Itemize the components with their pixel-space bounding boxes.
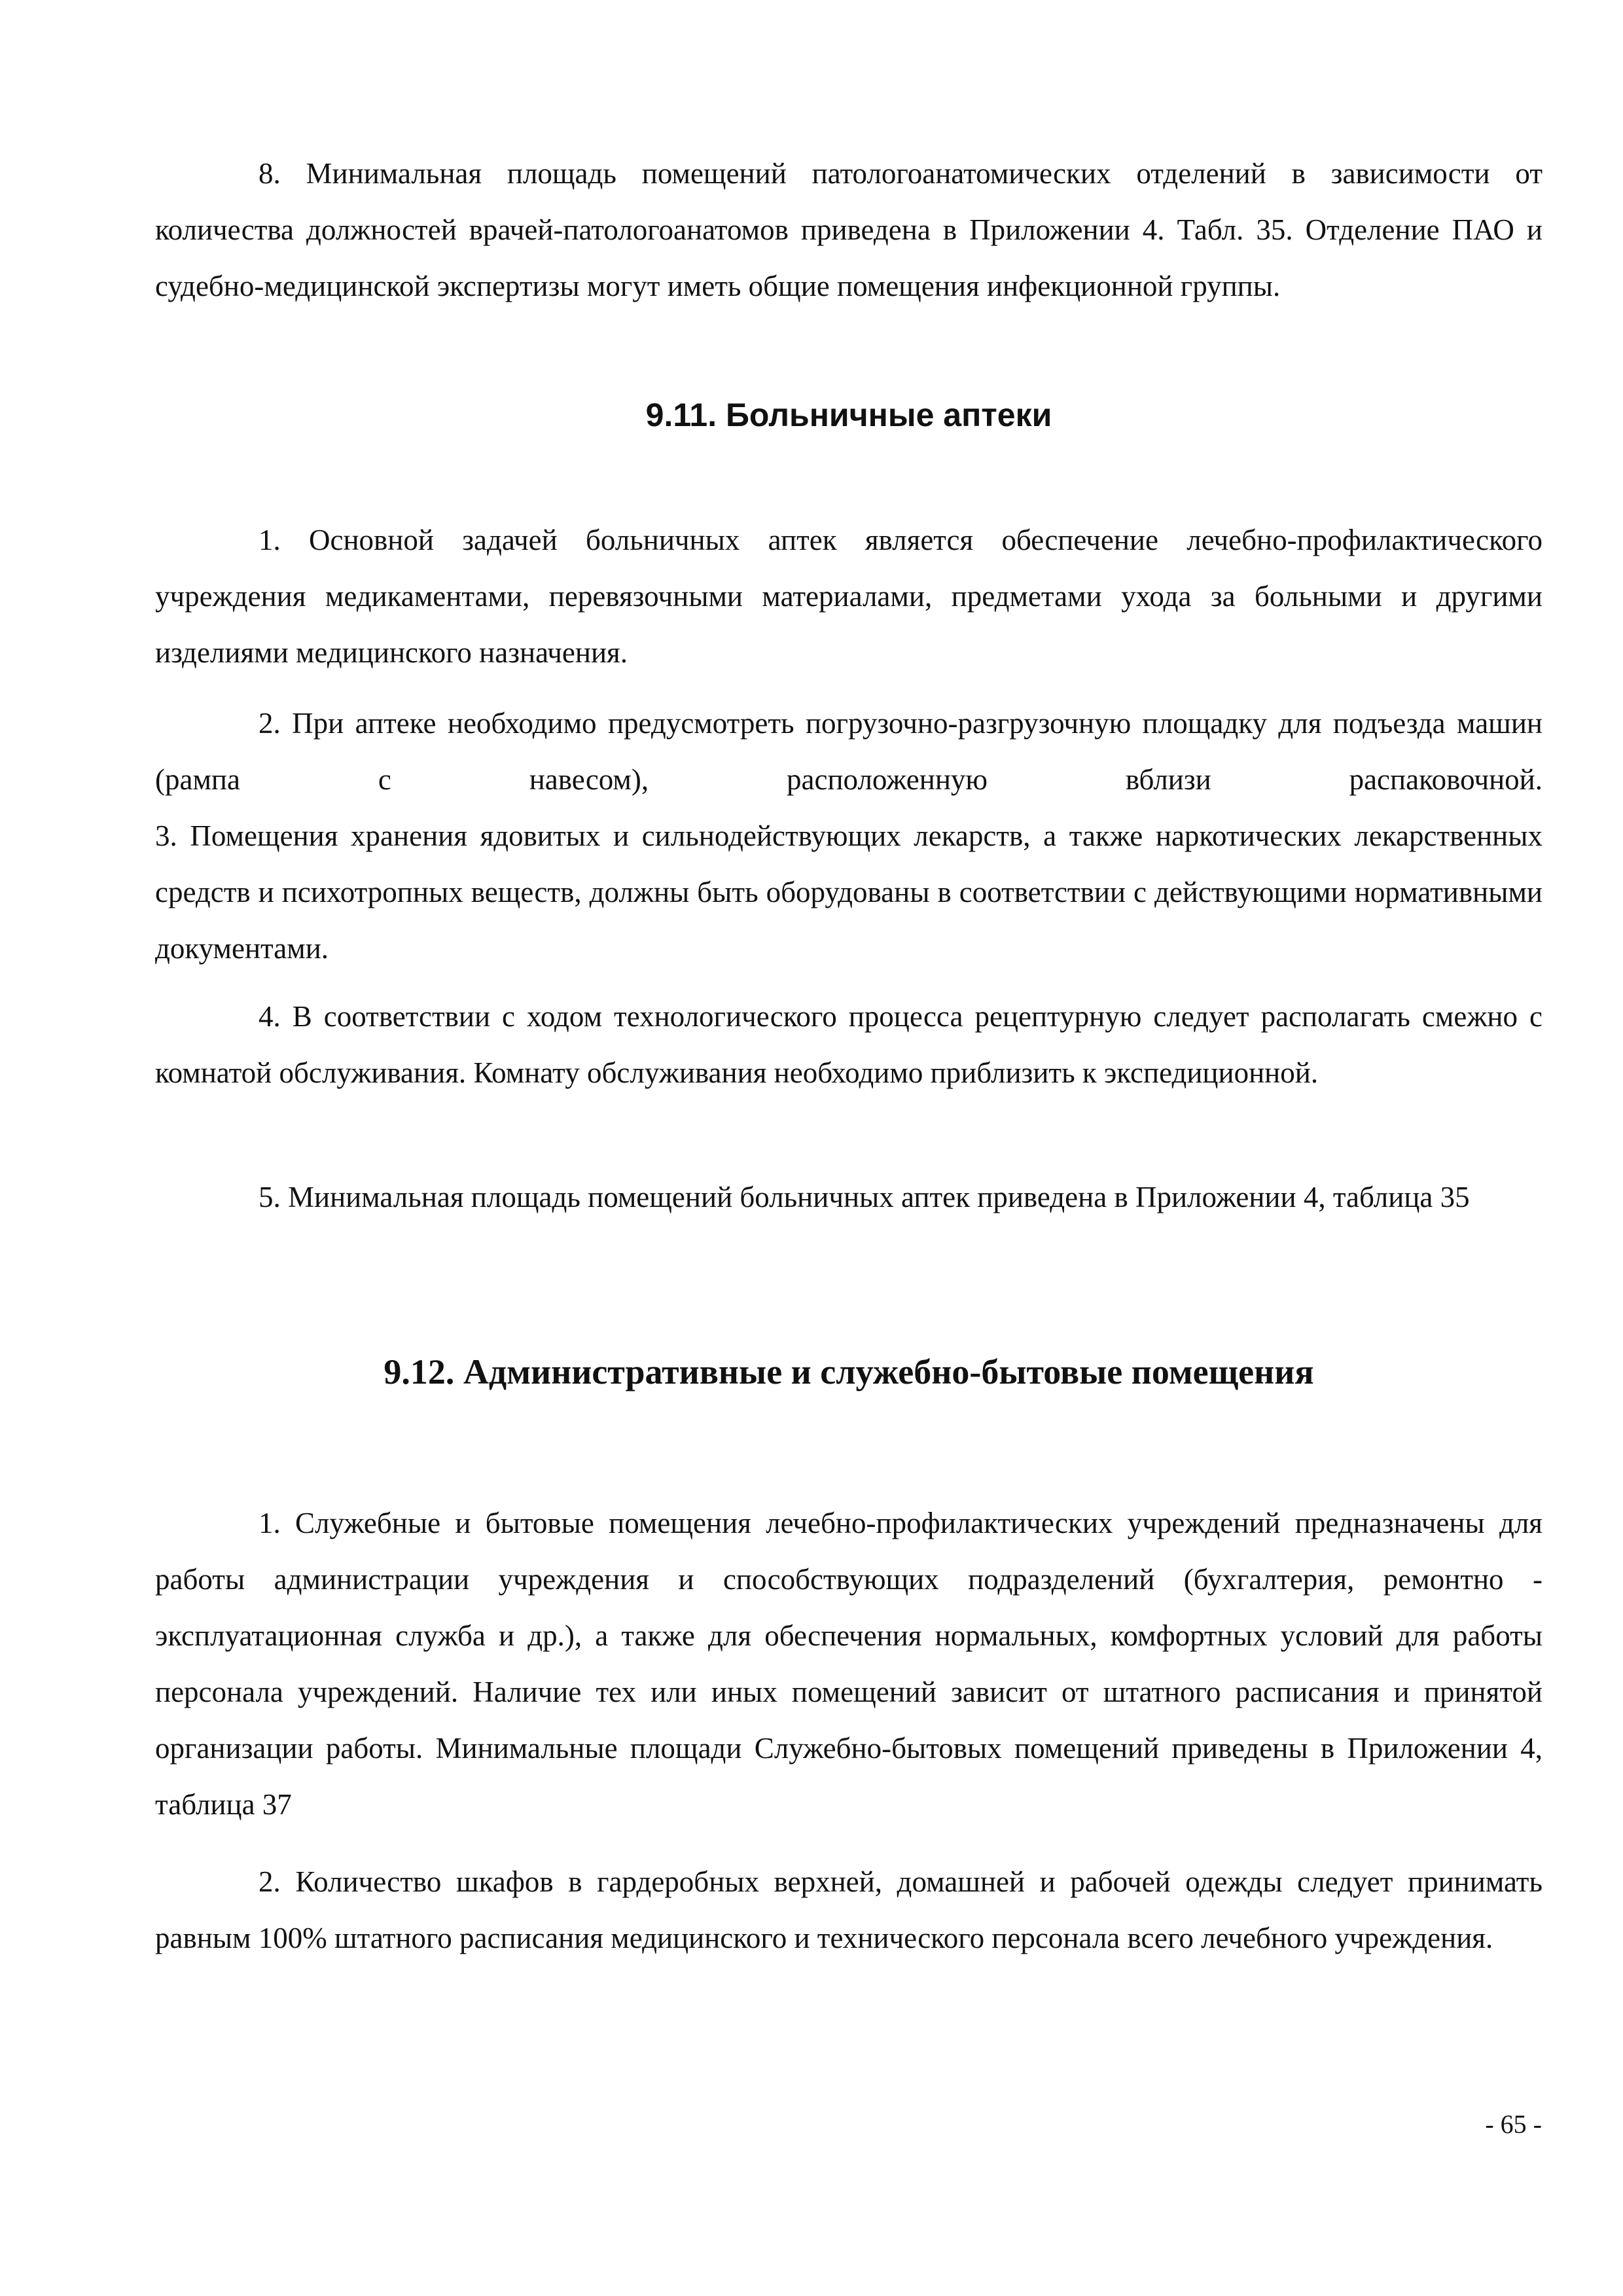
paragraph-pharmacy-main-task: 1. Основной задачей больничных аптек является обеспечение лечебно-профилактического учреждения медикаментами, перевязочными материалами, предметами ухода за больными и другими изделиями медицинского назначения. bbox=[155, 524, 1543, 669]
paragraph-pathology-area: 8. Минимальная площадь помещений патологоанатомических отделений в зависимости от количества должностей врачей-патологоанатомов приведена в Приложении 4. Табл. 35. Отделение ПАО и судебно-медицинской экспертизы могут иметь общие помещения инфекционной группы. bbox=[155, 157, 1543, 302]
paragraph-wardrobe-count: 2. Количество шкафов в гардеробных верхней, домашней и рабочей одежды следует принимать равным 100% штатного расписания медицинского и технического персонала всего лечебного учреждения. bbox=[155, 1865, 1543, 1954]
paragraph-admin-premises-purpose: 1. Служебные и бытовые помещения лечебно-профилактических учреждений предназначены для работы администрации учреждения и способствующих подразделений (бухгалтерия, ремонтно - эксплуатационная служба и др.), а также для обеспечения нормальных, комфортных условий для работы персонала учреждений. Наличие тех или иных помещений зависит от штатного расписания и принятой организации работы. Минимальные площади Служебно-бытовых помещений приведены в Приложении 4, таблица 37 bbox=[155, 1507, 1543, 1821]
section-title-hospital-pharmacies: 9.11. Больничные аптеки bbox=[645, 397, 1052, 433]
paragraph-pharmacy-prescription-room: 4. В соответствии с ходом технологического процесса рецептурную следует располагать смежно с комнатой обслуживания. Комнату обслуживания необходимо приблизить к экспедиционной. bbox=[155, 1000, 1543, 1089]
paragraph-pharmacy-loading-ramp: 2. При аптеке необходимо предусмотреть погрузочно-разгрузочную площадку для подъезда машин (рампа с навесом), расположенную вблизи распаковочной. bbox=[155, 707, 1543, 796]
paragraph-pharmacy-storage: 3. Помещения хранения ядовитых и сильнодействующих лекарств, а также наркотических лекарственных средств и психотропных веществ, должны быть оборудованы в соответствии с действующими нормативными документами. bbox=[155, 819, 1543, 965]
section-title-admin-premises: 9.12. Административные и служебно-бытовые помещения bbox=[383, 1352, 1314, 1391]
paragraph-pharmacy-min-area: 5. Минимальная площадь помещений больничных аптек приведена в Приложении 4, таблица 35 bbox=[259, 1181, 1470, 1213]
page-number: - 65 - bbox=[1485, 2109, 1542, 2139]
